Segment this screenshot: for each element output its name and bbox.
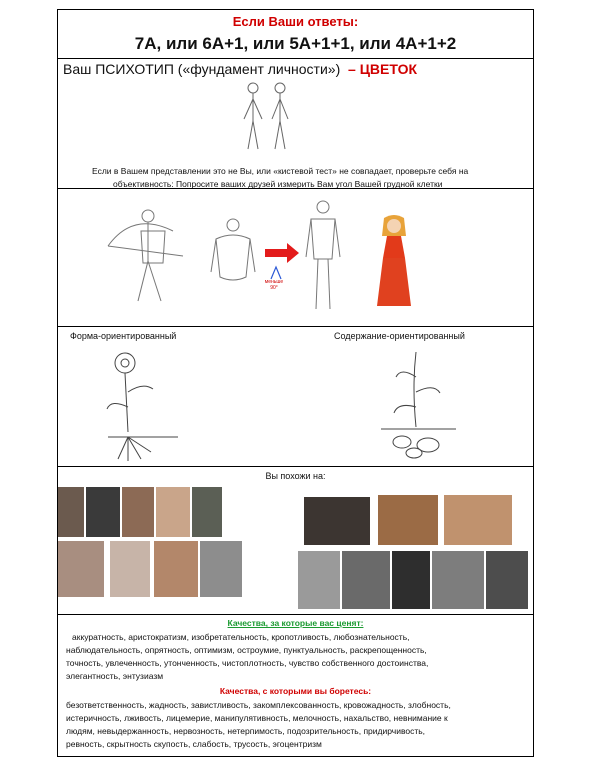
valued-line: аккуратность, аристократизм, изобретательность, кропотливость, любознательность, (72, 632, 410, 642)
torso-illustration (208, 217, 258, 297)
fight-line: людям, невыдержанность, нервозность, нетерпимость, подозрительность, придирчивость, (66, 726, 426, 736)
content-oriented-label: Содержание-ориентированный (334, 331, 465, 341)
portrait-photo-7 (110, 541, 150, 597)
portrait-photo-13 (298, 551, 340, 609)
orientation-section (58, 326, 533, 466)
valued-line: точность, увлеченность, утонченность, чистоплотность, чувство собственного достоинства, (66, 658, 429, 668)
flower-roots-illustration (103, 347, 183, 462)
fight-qualities-title: Качества, с которыми вы боретесь: (219, 686, 372, 696)
figures-illustration (238, 81, 298, 153)
portrait-photo-17 (486, 551, 528, 609)
portrait-photo-9 (200, 541, 242, 597)
woman-red-dress-illustration (373, 214, 415, 309)
portrait-photo-1 (58, 487, 84, 537)
lookalike-title: Вы похожи на: (265, 471, 326, 481)
psychotype-heading (63, 61, 417, 77)
angle-label-line2: 90° (270, 285, 278, 291)
fight-line: истеричность, лживость, лицемерие, манипулятивность, мелочность, нахальство, невнимание к (66, 713, 448, 723)
answers-title: Если Ваши ответы: (232, 14, 359, 29)
psychotype-prefix: Ваш ПСИХОТИП («фундамент личности») (63, 61, 341, 77)
psychotype-type: ЦВЕТОК (359, 61, 418, 77)
portrait-photo-11 (378, 495, 438, 545)
portrait-photo-15 (392, 551, 430, 609)
fight-qualities-text (66, 699, 451, 751)
portrait-photo-3 (122, 487, 154, 537)
angle-label (262, 279, 286, 291)
psychotype-sheet (57, 9, 534, 757)
portrait-photo-6 (58, 541, 104, 597)
form-oriented-label: Форма-ориентированный (70, 331, 177, 341)
portrait-photo-16 (432, 551, 484, 609)
angle-label-line1: меньше (264, 279, 284, 285)
lookalike-section (58, 466, 533, 614)
fight-line: безответственность, жадность, завистливость, закомплексованность, кровожадность, злобность, (66, 700, 451, 710)
portrait-photo-14 (342, 551, 390, 609)
valued-qualities-title: Качества, за которые вас ценят: (227, 618, 364, 628)
valued-qualities-text (66, 631, 428, 683)
portrait-photo-2 (86, 487, 120, 537)
body-outline-illustration (301, 199, 346, 314)
qualities-section (58, 614, 533, 758)
illustration-section (58, 188, 533, 326)
valued-line: элегантность, энтузиазм (66, 671, 164, 681)
archer-illustration (103, 201, 188, 311)
plant-tubers-illustration (376, 347, 461, 462)
portrait-photo-5 (192, 487, 222, 537)
fight-line: ревность, скрытность скупость, слабость, трусость, эгоцентризм (66, 739, 322, 749)
psychotype-section (58, 58, 533, 188)
psychotype-note-2: объективность: Попросите ваших друзей измерить Вам угол Вашей грудной клетки (113, 179, 443, 189)
portrait-photo-10 (304, 497, 370, 545)
arrow-angle-diagram (263, 237, 303, 282)
answer-options: 7А, или 6А+1, или 5А+1+1, или 4А+1+2 (134, 34, 457, 53)
psychotype-note-1: Если в Вашем представлении это не Вы, или «кистевой тест» не совпадает, проверьте себя на (92, 166, 469, 176)
valued-line: наблюдательность, опрятность, оптимизм, остроумие, пунктуальность, раскрепощенность, (66, 645, 427, 655)
psychotype-dash: – (348, 61, 356, 77)
portrait-photo-8 (154, 541, 198, 597)
portrait-photo-4 (156, 487, 190, 537)
portrait-photo-12 (444, 495, 512, 545)
